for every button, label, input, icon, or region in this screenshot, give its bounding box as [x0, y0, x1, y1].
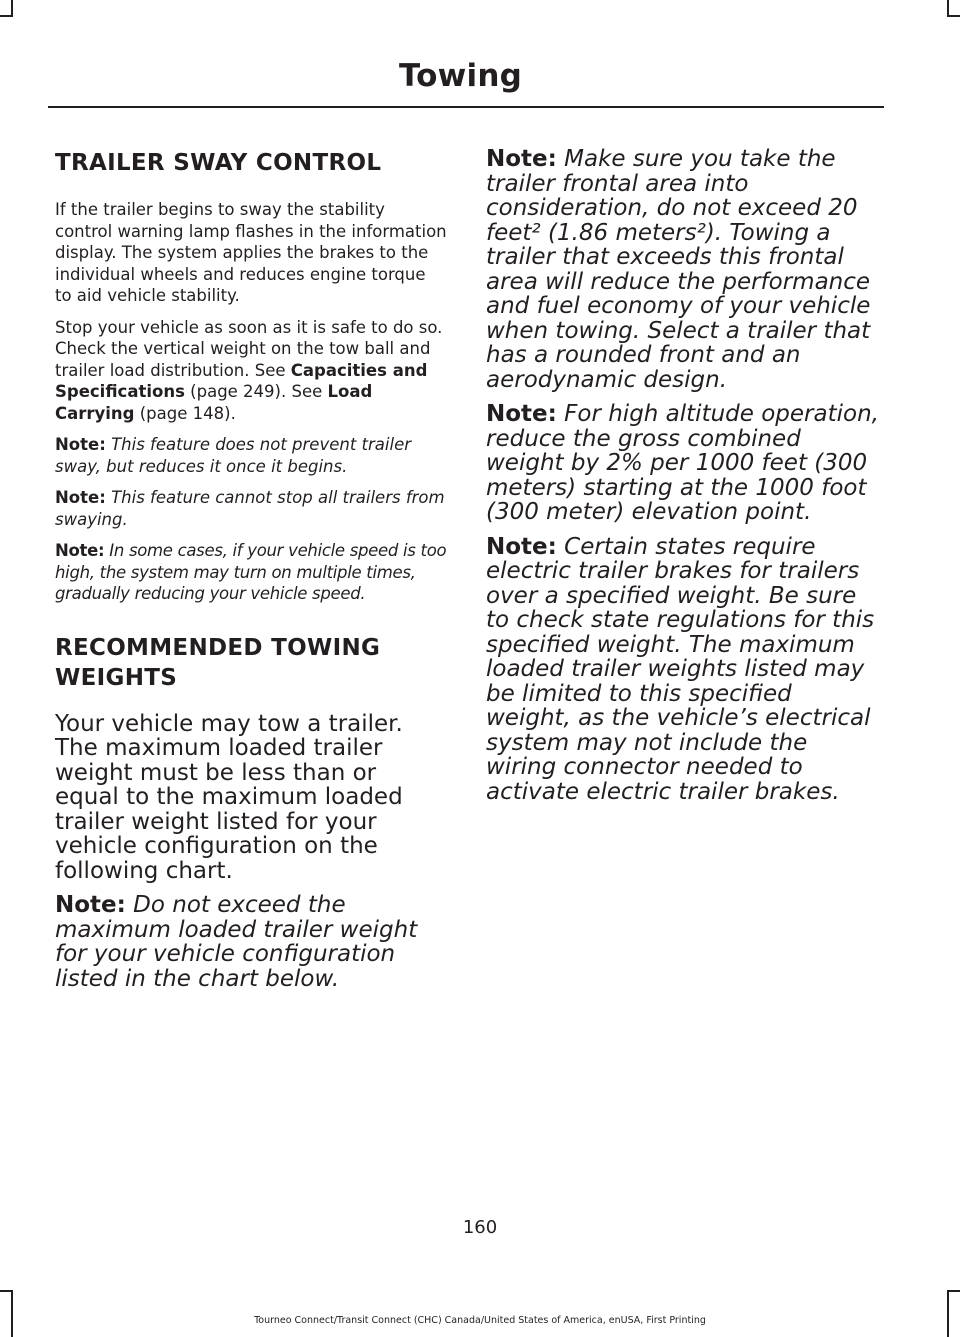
- crop-mark: [947, 0, 949, 16]
- sway-note-1: [55, 434, 447, 477]
- sway-note-3: [55, 540, 447, 605]
- trailer-sway-heading: TRAILER SWAY CONTROL: [55, 150, 382, 176]
- left-column: [55, 140, 447, 991]
- page-number: 160: [462, 1217, 498, 1238]
- weights-paragraph: Your vehicle may tow a trailer. The maximum loaded trailer weight must be less than or equal to the maximum loaded trailer weight listed for your vehicle configuration on the following chart.: [55, 710, 403, 884]
- sway-p2-text: Stop your vehicle as soon as it is safe to do so. Check the vertical weight on the tow ball and trailer load distribution. See: [55, 317, 443, 380]
- note-text: This feature does not prevent trailer sway, but reduces it once it begins.: [55, 435, 412, 476]
- header-rule: [48, 106, 884, 108]
- note-text: For high altitude operation, reduce the gross combined weight by 2% per 1000 feet (300 meters) starting at the 1000 foot (300 meter) elevation point.: [486, 401, 879, 525]
- towing-weights-heading-line-1: RECOMMENDED TOWING: [55, 634, 381, 661]
- sway-p2-page-1: (page 249). See: [184, 382, 328, 401]
- altitude-note: [486, 402, 880, 525]
- frontal-area-note: [486, 147, 880, 392]
- note-label: Note:: [55, 488, 106, 507]
- sway-p2-page-2: (page 148).: [134, 403, 236, 423]
- note-label: Note:: [486, 146, 557, 172]
- note-text: Do not exceed the maximum loaded trailer weight for your vehicle configuration listed in the chart below.: [55, 892, 418, 992]
- note-text: Make sure you take the trailer frontal area into consideration, do not exceed 20 feet² (1.86 meters²). Towing a trailer that exceeds this frontal area will reduce the performance and fuel economy of your vehicle when towing. Select a trailer that has a rounded front and an aerodynamic design.: [486, 146, 871, 393]
- crop-mark: [0, 1290, 13, 1292]
- page-header-title: Towing: [398, 58, 522, 94]
- sway-paragraph-2: [55, 317, 447, 425]
- note-label: Note:: [55, 435, 106, 454]
- crop-mark: [11, 0, 13, 16]
- note-text: This feature cannot stop all trailers from swaying.: [55, 488, 445, 529]
- crop-mark: [947, 1290, 960, 1292]
- sway-note-2: [55, 487, 447, 530]
- load-carrying-link[interactable]: Load Carrying: [55, 382, 373, 423]
- note-label: Note:: [486, 401, 557, 427]
- note-label: Note:: [55, 892, 126, 918]
- capacities-link[interactable]: Capacities and Specifications: [55, 360, 428, 401]
- right-column: [486, 140, 880, 804]
- crop-mark: [947, 15, 960, 17]
- sway-paragraph-1: If the trailer begins to sway the stability control warning lamp flashes in the information display. The system applies the brakes to the individual wheels and reduces engine torque to aid vehicle stability.: [55, 200, 447, 305]
- footer-text: Tourneo Connect/Transit Connect (CHC) Canada/United States of America, enUSA, First Printing: [254, 1315, 706, 1326]
- note-label: Note:: [55, 541, 105, 560]
- crop-mark: [11, 1290, 13, 1337]
- note-label: Note:: [486, 533, 557, 560]
- electric-brakes-note: [486, 535, 880, 805]
- weights-note: [55, 893, 447, 991]
- towing-weights-heading-line-2: WEIGHTS: [55, 664, 178, 691]
- note-text: Certain states require electric trailer brakes for trailers over a specified weight. Be sure to check state regulations for this specified weight. The maximum loaded trailer weights listed may be limited to this specified weight, as the vehicle’s electrical system may not include the wiring connector needed to activate electric trailer brakes.: [486, 533, 875, 805]
- crop-mark: [0, 15, 13, 17]
- note-text: In some cases, if your vehicle speed is too high, the system may turn on multiple times, gradually reducing your vehicle speed.: [55, 541, 447, 603]
- crop-mark: [947, 1290, 949, 1337]
